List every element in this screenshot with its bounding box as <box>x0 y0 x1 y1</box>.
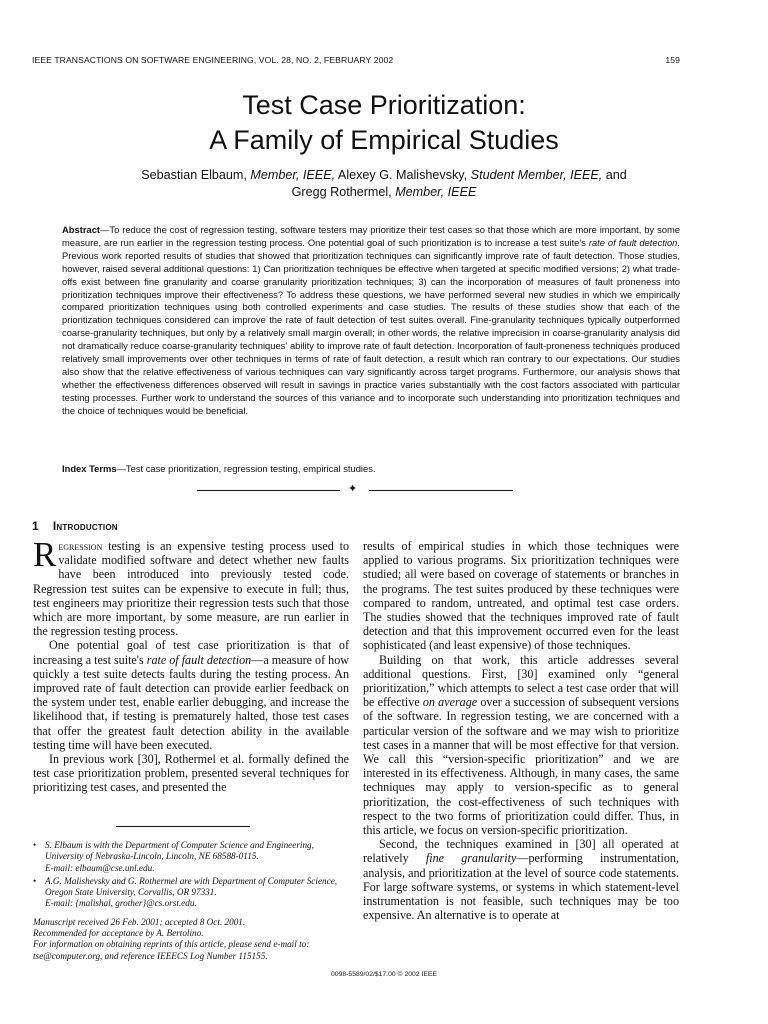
author-1: Sebastian Elbaum, <box>141 168 247 182</box>
emphasis: rate of fault detection <box>146 652 252 667</box>
footnote-affiliation-1 <box>33 840 351 874</box>
section-heading <box>32 519 118 533</box>
abstract-text-2: . Previous work reported results of studies that showed that prioritization techniques can significantly improve rate of fault detection. Those studies, however, raised several additional questions: 1) Can prioritization techniques be effective when targeted at specific modified versions; 2) what trade-offs exist between fine granularity and coarse granularity prioritization techniques; 3) can the incorporation of measures of fault proneness into prioritization techniques improve their effectiveness? To address these questions, we have performed several new studies in which we empirically compared prioritization techniques using both controlled experiments and case studies. The results of these studies show that each of the prioritization techniques considered can improve the rate of fault detection of test suites overall. Fine-granularity techniques typically outperformed coarse-granularity techniques, but only by a relatively small margin overall; in other words, the relative imprecision in coarse-granularity analysis did not dramatically reduce coarse-granularity techniques' ability to improve rate of fault detection. Incorporation of fault-proneness techniques produced relatively small improvements over other techniques in terms of rate of fault detection, a result which ran contrary to our expectations. Our studies also show that the relative effectiveness of various techniques can vary significantly across target programs. Furthermore, our analysis shows that whether the effectiveness differences observed will result in savings in practice varies substantially with the cost factors associated with particular testing processes. Further work to understand the sources of this variance and to incorporate such understanding into prioritization techniques and the choice of techniques would be beneficial. <box>62 236 681 416</box>
paragraph-text: Second, the techniques examined in [30] all operated at relatively <box>363 837 679 866</box>
abstract-label: Abstract <box>62 224 101 235</box>
journal-info: IEEE TRANSACTIONS ON SOFTWARE ENGINEERING, VOL. 28, NO. 2, FEBRUARY 2002 <box>32 55 394 65</box>
footnote-rule <box>116 826 250 827</box>
paragraph <box>363 837 679 922</box>
footnotes <box>33 840 351 962</box>
author-2: Alexey G. Malishevsky, <box>337 168 468 182</box>
section-divider <box>197 483 513 495</box>
index-terms-text: —Test case prioritization, regression testing, empirical studies. <box>116 463 376 474</box>
section-number: 1 <box>32 519 39 533</box>
title-line-1: Test Case Prioritization: <box>242 90 526 120</box>
author-and: and <box>605 168 627 182</box>
paragraph-text: Building on that work, this article addresses several additional questions. First, [30] examined only “general prioritization,” which attempts to select a test case order that will be effective <box>363 652 679 710</box>
author-2-role: Student Member, IEEE, <box>470 168 603 182</box>
abstract <box>62 224 680 418</box>
recommendation-note: Recommended for acceptance by A. Bertolino. <box>33 928 204 939</box>
divider-ornament-icon: ✦ <box>348 483 358 495</box>
paragraph-text: testing is an expensive testing process used to validate modified software and detect whether new faults have been introduced into previously tested code. Regression test suites can be expensive to execute in full; thus, test engineers may prioritize their regression tests such that those which are more important, by some measure, are run earlier in the regression testing process. <box>33 539 349 639</box>
paragraph-text: over a succession of subsequent versions of the software. In regression testing, we are concerned with a particular version of the software and we may wish to prioritize test cases in a manner that will be most effective for that version. We call this “version-specific prioritization” and we are interested in its effectiveness. Although, in many cases, the same techniques may apply to version-specific as to general prioritization, the cost-effectiveness of such techniques with respect to the two forms of prioritization could differ. Thus, in this article, we focus on version-specific prioritization. <box>363 695 679 838</box>
paragraph-text: —performing instrumentation, analysis, and prioritization at the level of source code statements. For large software systems, or systems in which statement-level instrumentation is not feasible, such techniques may be too expensive. An alternative is to operate at <box>363 851 679 923</box>
paragraph-text: One potential goal of test case prioritization is that of increasing a test suite's <box>33 638 349 667</box>
paragraph-text: —a measure of how quickly a test suite detects faults during the testing process. An improved rate of fault detection can provide earlier feedback on the system under test, enable earlier debugging, and increase the likelihood that, if testing is prematurely halted, those test cases that offer the greatest fault detection ability in the available testing time will have been executed. <box>33 652 349 752</box>
index-terms-label: Index Terms <box>62 463 117 474</box>
footnote-email: E-mail: {malishal, grother}@cs.orst.edu. <box>45 898 197 909</box>
author-3: Gregg Rothermel, <box>291 185 392 199</box>
right-column <box>363 539 679 922</box>
footnote-text: S. Elbaum is with the Department of Computer Science and Engineering, University of Nebraska-Lincoln, Lincoln, NE 68588-0115. <box>45 840 314 862</box>
emphasis: on average <box>422 695 478 710</box>
bullet-icon: • <box>33 840 37 850</box>
left-column <box>33 535 349 795</box>
footnote-text: A.G. Malishevsky and G. Rothermel are with Department of Computer Science, Oregon State University, Corvallis, OR 97331. <box>45 875 338 898</box>
paragraph <box>33 638 349 752</box>
divider-line-right <box>369 490 513 491</box>
author-3-role: Member, IEEE <box>395 185 477 199</box>
paper-title <box>0 88 768 158</box>
footnote-email: E-mail: elbaum@cse.unl.edu. <box>45 862 155 873</box>
abstract-text-1: —To reduce the cost of regression testing, software testers may prioritize their test cases so that those which are more important, by some measure, are run earlier in the regression testing process. One potential goal of such prioritization is to increase a test suite's <box>62 224 680 248</box>
section-title: Introduction <box>52 519 118 533</box>
abstract-emphasis: rate of fault detection <box>588 236 678 248</box>
title-line-2: A Family of Empirical Studies <box>209 125 559 155</box>
paragraph <box>33 535 349 639</box>
manuscript-note: Manuscript received 26 Feb. 2001; accepted 8 Oct. 2001. <box>33 916 246 927</box>
paragraph: In previous work [30], Rothermel et al. formally defined the test case prioritization problem, presented several techniques for prioritizing test cases, and presented the <box>33 752 349 795</box>
divider-line-left <box>197 490 340 491</box>
running-header <box>32 55 680 65</box>
author-1-role: Member, IEEE, <box>250 168 336 182</box>
index-terms <box>62 463 680 475</box>
bullet-icon: • <box>33 875 37 886</box>
copyright-footer: 0098-5589/02/$17.00 © 2002 IEEE <box>331 971 437 978</box>
footnote-affiliation-2 <box>33 876 351 910</box>
paragraph <box>363 653 679 838</box>
reprints-note: For information on obtaining reprints of this article, please send e-mail to: tse@computer.org, and reference IEEECS Log Number 115155. <box>33 939 310 961</box>
page-number: 159 <box>665 55 680 65</box>
emphasis: fine granularity <box>425 851 517 866</box>
drop-cap: R <box>33 535 57 574</box>
author-list <box>60 167 708 201</box>
smallcaps-lead: egression <box>58 539 103 553</box>
paragraph: results of empirical studies in which those techniques were applied to various programs. Six prioritization techniques were studied; all were based on coverage of statements or branches in the programs. The test suites produced by these techniques were compared to random, untreated, and optimal test case orders. The studies showed that the techniques improved rate of fault detection and that this improvement occurred even for the least sophisticated (and least expensive) of those techniques. <box>363 539 679 653</box>
